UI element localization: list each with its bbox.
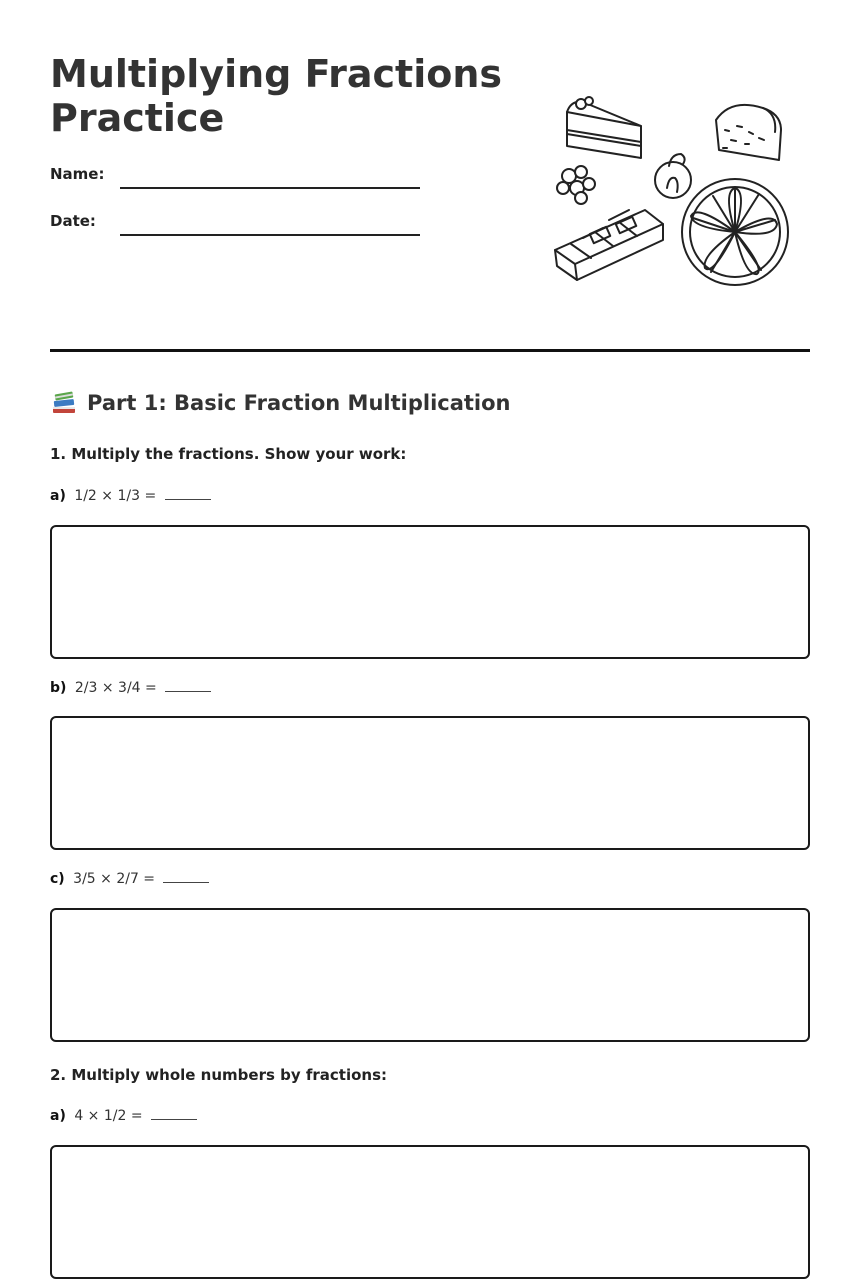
berries-icon — [557, 166, 595, 204]
problem-1c — [50, 870, 209, 887]
problem-2a — [50, 1107, 197, 1124]
problem-1a — [50, 487, 211, 504]
food-sketch-icon — [553, 92, 793, 292]
name-label: Name: — [50, 165, 105, 183]
answer-blank[interactable] — [165, 679, 211, 692]
part1-heading-text: Part 1: Basic Fraction Multiplication — [87, 391, 511, 415]
bread-loaf-icon — [716, 105, 781, 160]
question-2-prompt: 2. Multiply whole numbers by fractions: — [50, 1066, 388, 1084]
worksheet-title: Multiplying Fractions Practice — [50, 52, 502, 140]
books-icon — [50, 389, 78, 417]
name-field[interactable] — [120, 187, 420, 189]
question-1-prompt: 1. Multiply the fractions. Show your work: — [50, 445, 407, 463]
work-box-2a[interactable] — [50, 1145, 810, 1279]
worksheet-page — [50, 0, 810, 1161]
problem-letter: c) — [50, 871, 65, 887]
chocolate-bar-icon — [555, 210, 663, 280]
problem-expression: 4 × 1/2 = — [74, 1108, 143, 1124]
date-label: Date: — [50, 212, 96, 230]
answer-blank[interactable] — [165, 487, 211, 500]
date-field[interactable] — [120, 234, 420, 236]
answer-blank[interactable] — [163, 870, 209, 883]
cake-slice-icon — [567, 97, 641, 158]
orange-slice-icon — [682, 179, 788, 285]
problem-letter: a) — [50, 488, 66, 504]
problem-letter: b) — [50, 680, 67, 696]
work-box-1a[interactable] — [50, 525, 810, 659]
problem-expression: 3/5 × 2/7 = — [73, 871, 156, 887]
fruit-icon — [655, 154, 691, 198]
part1-heading — [50, 388, 511, 418]
problem-letter: a) — [50, 1108, 66, 1124]
header-divider — [50, 349, 810, 352]
problem-expression: 1/2 × 1/3 = — [74, 488, 157, 504]
work-box-1c[interactable] — [50, 908, 810, 1042]
answer-blank[interactable] — [151, 1107, 197, 1120]
problem-expression: 2/3 × 3/4 = — [74, 680, 157, 696]
work-box-1b[interactable] — [50, 716, 810, 850]
problem-1b — [50, 679, 211, 696]
